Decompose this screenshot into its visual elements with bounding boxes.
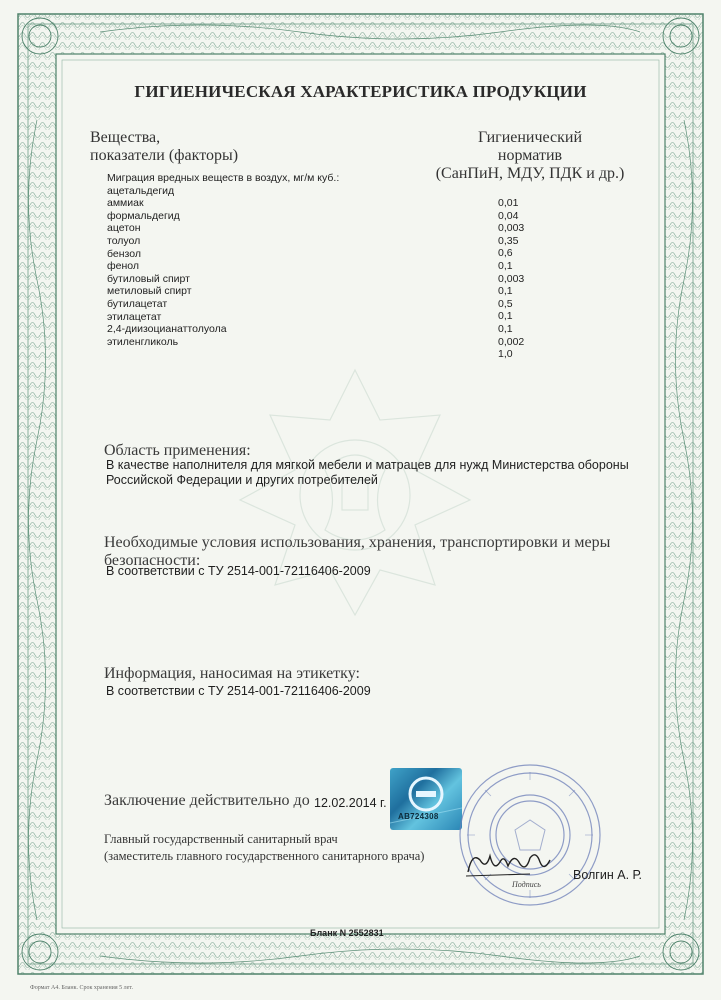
- substance-item: бутиловый спирт: [107, 272, 190, 285]
- header-left-line-2: показатели (факторы): [90, 147, 239, 164]
- document-title: ГИГИЕНИЧЕСКАЯ ХАРАКТЕРИСТИКА ПРОДУКЦИИ: [134, 82, 587, 101]
- substance-item: фенол: [107, 260, 140, 273]
- footer-note: Формат А4. Бланк. Срок хранения 5 лет.: [30, 985, 133, 991]
- signer-name: Волгин А. Р.: [573, 868, 642, 882]
- scope-line-1: В качестве наполнителя для мягкой мебели и матрацев для нужд Министерства обороны: [106, 458, 629, 472]
- signature-caption: Подпись: [512, 880, 541, 889]
- substances-column-header: [90, 129, 238, 165]
- hologram-sticker: [390, 768, 462, 830]
- official-title-line-1: Главный государственный санитарный врач: [104, 832, 338, 846]
- norm-value: 0,1: [498, 310, 513, 323]
- substances-list: [107, 172, 557, 348]
- blank-number: Бланк N 2552831: [310, 928, 384, 938]
- substance-item: бензол: [107, 247, 141, 260]
- hologram-number: AB724308: [398, 812, 439, 821]
- substance-item: бутилацетат: [107, 297, 168, 310]
- norm-value: 0,1: [498, 322, 513, 335]
- conditions-label-line-1: Необходимые условия использования, хранения, транспортировки и меры: [104, 534, 611, 551]
- substance-item: формальдегид: [107, 209, 180, 222]
- norm-value: 0,002: [498, 335, 525, 348]
- substance-item: толуол: [107, 234, 141, 247]
- norm-value: 0,003: [498, 222, 525, 235]
- substance-item: этилацетат: [107, 310, 162, 323]
- norm-value: 0,04: [498, 209, 519, 222]
- label-info-text: В соответствии с ТУ 2514-001-72116406-2009: [106, 684, 371, 698]
- substance-item: аммиак: [107, 197, 144, 210]
- validity-label: Заключение действительно до: [104, 792, 310, 809]
- header-right-line-3: (СанПиН, МДУ, ПДК и др.): [435, 165, 625, 182]
- header-left-line-1: Вещества,: [90, 129, 161, 146]
- norm-value: 1,0: [498, 348, 513, 361]
- norm-value: 0,1: [498, 259, 513, 272]
- norm-value: 0,5: [498, 297, 513, 310]
- official-title-line-2: (заместитель главного государственного санитарного врача): [104, 849, 425, 863]
- header-right-line-1: Гигиенический: [477, 129, 583, 146]
- emblem-watermark: [230, 360, 480, 620]
- substance-item: этиленгликоль: [107, 335, 179, 348]
- header-right-line-2: норматив: [497, 147, 563, 164]
- norm-value: 0,35: [498, 234, 519, 247]
- scope-line-2: Российской Федерации и других потребителей: [106, 473, 378, 487]
- substance-item: ацетон: [107, 222, 141, 235]
- substance-item: ацетальдегид: [107, 184, 175, 197]
- conditions-text: В соответствии с ТУ 2514-001-72116406-2009: [106, 564, 371, 578]
- norm-value: 0,1: [498, 285, 513, 298]
- handwritten-signature: [460, 842, 555, 882]
- norm-value: 0,6: [498, 247, 513, 260]
- label-info-label: Информация, наносимая на этикетку:: [104, 665, 360, 682]
- norm-values-list: [498, 197, 524, 361]
- norm-value: 0,01: [498, 197, 519, 209]
- norm-value: 0,003: [498, 272, 525, 285]
- substances-heading: Миграция вредных веществ в воздух, мг/м куб.:: [107, 172, 340, 184]
- substance-item: метиловый спирт: [107, 285, 192, 298]
- scope-label: Область применения:: [104, 442, 251, 459]
- validity-date: 12.02.2014 г.: [314, 796, 387, 810]
- substance-item: 2,4-диизоцианаттолуола: [107, 323, 227, 336]
- conditions-label-line-2: безопасности:: [104, 552, 201, 569]
